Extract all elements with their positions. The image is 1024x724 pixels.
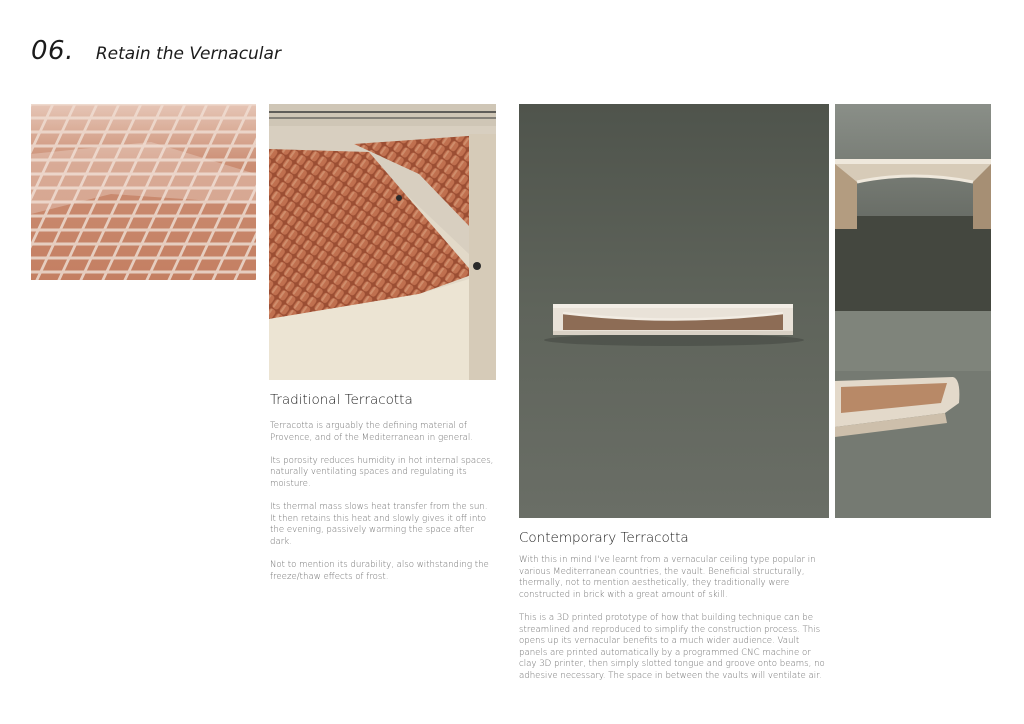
vault-closeup-photo-bottom — [835, 311, 991, 518]
traditional-terracotta-text — [270, 421, 494, 595]
page-number: 06. — [31, 36, 74, 66]
terracotta-roof-photo — [269, 104, 496, 380]
contemporary-paragraph: This is a 3D printed prototype of how that building technique can be streamlined and reproduced to simplify the construction process. This opens up its vernacular benefits to a much wider audience. Vault panels are printed automatically by a programmed CNC machine or clay 3D printer, then simply slotted tongue and groove onto beams, no adhesive necessary. The space in between the vaults will ventilate air. — [519, 612, 825, 681]
contemporary-terracotta-text — [519, 555, 829, 694]
traditional-paragraph: Terracotta is arguably the defining material of Provence, and of the Mediterranean in general. — [270, 421, 474, 443]
terracotta-floor-photo — [31, 104, 256, 280]
traditional-paragraph: Not to mention its durability, also withstanding the freeze/thaw effects of frost. — [270, 560, 489, 582]
vault-prototype-photo — [519, 104, 829, 518]
vault-closeup-photo-top — [835, 104, 991, 311]
traditional-terracotta-heading: Traditional Terracotta — [270, 392, 413, 408]
page-heading — [31, 36, 281, 66]
page-title: Retain the Vernacular — [95, 44, 281, 64]
contemporary-terracotta-heading: Contemporary Terracotta — [519, 530, 689, 546]
traditional-paragraph: Its porosity reduces humidity in hot internal spaces, naturally ventilating spaces and regulating its moisture. — [270, 455, 494, 489]
traditional-paragraph: Its thermal mass slows heat transfer from the sun. It then retains this heat and slowly gives it off into the evening, passively warming the space after dark. — [270, 502, 488, 547]
contemporary-paragraph: With this in mind I've learnt from a vernacular ceiling type popular in various Mediterranean countries, the vault. Beneficial structurally, thermally, not to mention aesthetically, they traditionally were constructed in brick with a great amount of skill. — [519, 555, 816, 600]
